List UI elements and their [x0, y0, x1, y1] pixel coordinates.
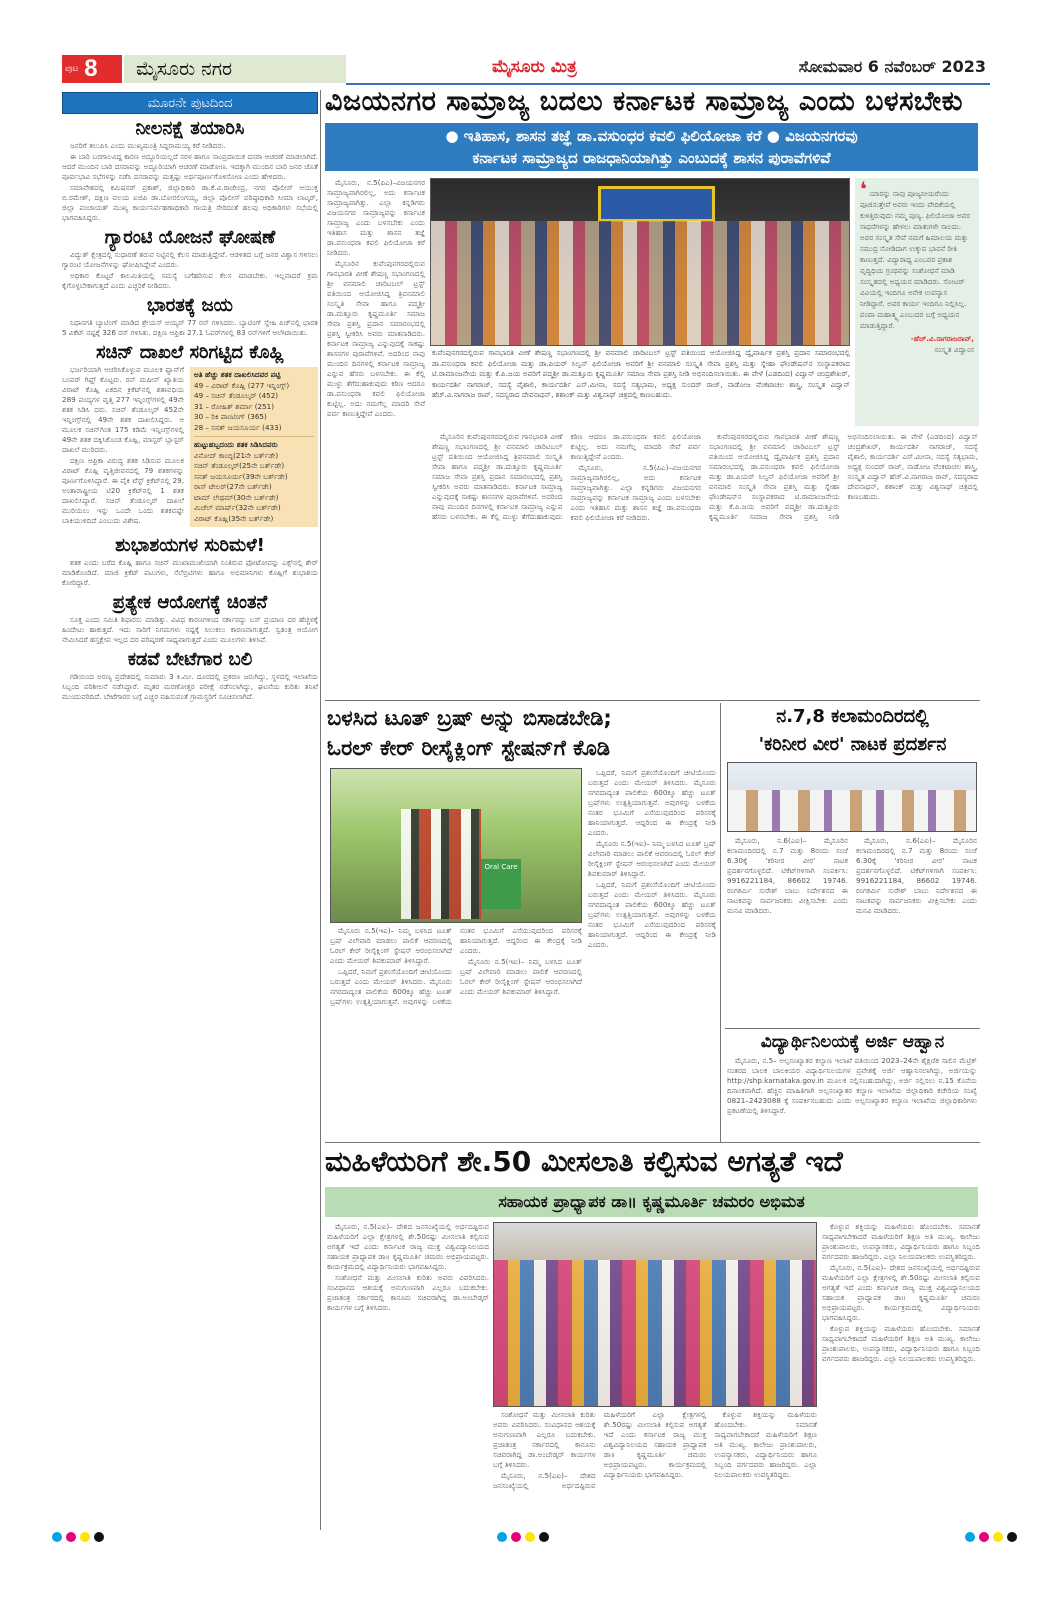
divider	[194, 436, 314, 437]
paragraph: ಮೈಸೂರು ನ.5(ಇಐ)– ನಿಮ್ಮ ಬಳಸಿದ ಟೂತ್ ಬ್ರಷ್ ವಿಲೇವಾರಿ ಮಾಡಲು ಪಾಲಿಕೆ ಆವರಣದಲ್ಲಿ ಓರಲ್ ಕೇರ್ ರೀಸೈಕ್ಲಿಂಗ್ ಸ್ಟೇಷನ್ ಆರಂಭಿಸಲಾಗಿದೆ ಎಂದು ಮೇಯರ್ ಶಿವಕುಮಾರ್ ತಿಳಿಸಿದ್ದಾರೆ.	[588, 839, 716, 878]
magenta-mark-icon	[979, 1532, 989, 1542]
record-box-title: ಅತಿ ಹೆಚ್ಚು ಶತಕ ದಾಖಲಿಸಿದವರ ಪಟ್ಟಿ	[194, 370, 281, 379]
paragraph: ಮೈಸೂರು ನ.5(ಇಐ)– ನಿಮ್ಮ ಬಳಸಿದ ಟೂತ್ ಬ್ರಷ್ ವಿಲೇವಾರಿ ಮಾಡಲು ಪಾಲಿಕೆ ಆವರಣದಲ್ಲಿ ಓರಲ್ ಕೇರ್ ರೀಸೈಕ್ಲಿಂಗ್ ಸ್ಟೇಷನ್ ಆರಂಭಿಸಲಾಗಿದೆ ಎಂದು ಮೇಯರ್ ಶಿವಕುಮಾರ್ ತಿಳಿಸಿದ್ದಾರೆ.	[330, 926, 452, 965]
deck-line: ಕರ್ನಾಟಕ ಸಾಮ್ರಾಜ್ಯದ ರಾಜಧಾನಿಯಾಗಿತ್ತು ಎಂಬುದಕ್ಕೆ ಶಾಸನ ಪುರಾವೆಗಳಿವೆ	[472, 149, 831, 167]
award-ceremony-photo	[430, 178, 850, 346]
masthead-rule	[346, 83, 990, 85]
photo-people	[728, 790, 976, 831]
magenta-mark-icon	[66, 1532, 76, 1542]
photo-people	[431, 221, 849, 346]
women-story-right-text	[822, 1222, 980, 1512]
yellow-mark-icon	[80, 1532, 90, 1542]
story-heading: ಪ್ರತ್ಯೇಕ ಆಯೋಗಕ್ಕೆ ಚಿಂತನೆ	[112, 592, 268, 613]
story-body	[62, 365, 318, 531]
page-label: ಪುಟ	[65, 64, 79, 74]
photo-people	[401, 809, 481, 919]
continued-from-banner: ಮೂರನೇ ಪುಟದಿಂದ	[62, 92, 318, 114]
dateline-paragraph: ಮೈಸೂರು, ನ.5(ಪಿಎ)–ವಿಜಯನಗರ ಸಾಮ್ರಾಜ್ಯವಾಗಿರಲಿಲ್ಲ, ಅದು ಕರ್ನಾಟಕ ಸಾಮ್ರಾಜ್ಯವಾಗಿತ್ತು. ಎಲ್ಲಾ ಕನ್ನಡಿಗರು ವಿಜಯನಗರ ಸಾಮ್ರಾಜ್ಯವನ್ನು ಕರ್ನಾಟಕ ಸಾಮ್ರಾಜ್ಯ ಎಂದು ಬಳಸಬೇಕು ಎಂದು ಇತಿಹಾಸ ಮತ್ತು ಶಾಸನ ತಜ್ಞೆ ಡಾ.ವಸುಂಧರಾ ಕವಲಿ ಫಿಲಿಯೋಜಾ ಕರೆ ನೀಡಿದರು.	[327, 178, 425, 257]
paragraph: ಅಧಿಕಾರ ಕೊಟ್ಟರೆ ಕಾಲಮಿತಿಯಲ್ಲಿ ಸಮಸ್ಯೆ ಬಗೆಹರಿಸುವ ಕೆಲಸ ಮಾಡಬೇಕು. ಇಲ್ಲವಾದರೆ ಕ್ರಮ ಕೈಗೊಳ್ಳಬೇಕಾಗುತ್ತದೆ ಎಂದು ಎಚ್ಚರಿಕೆ ನೀಡಿದರು.	[62, 271, 318, 290]
photo-people	[494, 1260, 816, 1406]
paragraph: ನಿಧಾನಗತಿ ಬ್ಯಾಟಿಂಗ್ ಮಾಡಿದ ಶ್ರೇಯಸ್ ಅಯ್ಯರ್ 77 ರನ್ ಗಳಿಸಿದರು. ಬ್ಯಾಟಿಂಗ್ ಸ್ನೇಹಿ ಪಿಚ್‌ನಲ್ಲಿ ಭಾರತ 5 ವಿಕೆಟ್ ನಷ್ಟಕ್ಕೆ 326 ರನ್ ಗಳಿಸಿತು. ದಕ್ಷಿಣ ಆಫ್ರಿಕಾ 27.1 ಓವರ್‌ಗಳಲ್ಲಿ 83 ರನ್‌ಗಳಿಗೆ ಆಲೌಟಾಯಿತು.	[62, 318, 318, 337]
magenta-mark-icon	[511, 1532, 521, 1542]
press-meet-photo	[727, 762, 977, 832]
pull-quote-box	[855, 178, 979, 426]
record-entry: 49 – ಸಚಿನ್ ತೆಂಡೂಲ್ಕರ್ (452)	[194, 391, 279, 400]
paragraph: ಮೈಸೂರಿನ ಕುವೆಂಪುನಗರದಲ್ಲಿರುವ ಗಾನಭಾರತಿ ವೀಣೆ ಶೇಷಣ್ಣ ಸಭಾಂಗಣದಲ್ಲಿ ಶ್ರೀ ವನಮಾಲಿ ಚಾರಿಟಬಲ್ ಟ್ರಸ್ಟ್ ವತಿಯಿಂದ ಆಯೋಜಿಸಿದ್ದ ತ್ರಿವನಮಾಲಿ ಸಂಸ್ಕೃತಿ ಸೇವಾ ಹಾಗೂ ಪದ್ಮಶ್ರೀ ಡಾ.ಮತ್ತೂರು ಕೃಷ್ಣಮೂರ್ತಿ ಸಮಾಜ ಸೇವಾ ಪ್ರಶಸ್ತಿ ಪ್ರದಾನ ಸಮಾರಂಭದಲ್ಲಿ ಪ್ರಶಸ್ತಿ ಸ್ವೀಕರಿಸಿ ಅವರು ಮಾತನಾಡಿದರು. ಕರ್ನಾಟಕ ಸಾಮ್ರಾಜ್ಯ ಎನ್ನುವುದಕ್ಕೆ ಸಾಕಷ್ಟು ಶಾಸನಗಳ ಪುರಾವೆಗಳಿವೆ. ಅದರಿಂದ ನಾವು ಮುಂದಿನ ದಿನಗಳಲ್ಲಿ ಕರ್ನಾಟಕ ಸಾಮ್ರಾಜ್ಯ ಎನ್ನುವ ಹೆಸರು ಬಳಸಬೇಕು. ಈ ಕೆಲ್ಲಿ ಮುಳ್ಳು ತೆಗೆದುಹಾಕುವುದು ಕಠಿಣ ಆದರೂ ಡಾ.ವಸುಂಧರಾ ಕವಲಿ ಫಿಲಿಯೋಜಾ ಕುಟ್ಟಿಲ್ಲ. ಅದು ನಮಗೆಲ್ಲ ಮಾದರಿ ಸೇವೆ ಪರ್ವ ಕಾಣುತ್ತಿದ್ದೇವೆ ಎಂದರು.	[327, 259, 425, 418]
section-rule	[725, 1028, 980, 1029]
column-divider	[720, 703, 721, 1143]
quote-text: ಯಾರನ್ನು ನಾವು ಪೂಜ್ಯನೀಯರೆಂದು ಪೂಜಿಸುತ್ತೇವೆ ಅವರು ಇಂದು ವೇದಿಕೆಯಲ್ಲಿ ಕುಳಿತ್ತಿರುವುದು ನಮ್ಮ ಪುಣ್ಯ. ಫಿಲಿಯೋಜಾ ಅವರ ಸಾಧನೆಗಳನ್ನು ಹೇಳಲು ಮಾತುಗಳೇ ಸಾಲದು. ಅವರ ಸಂಸ್ಕೃತ ಸೇವೆ ನಮಗೆ ಹಿಮಾಲಯ ಮತ್ತು ಸಮುದ್ರ ನೋಡಿದಾಗ ಉಕ್ಕುವ ಭಾವನೆ ರೀತಿ ಕಾಣುತ್ತದೆ. ವಿದ್ಯಾರಾಧ್ಯ ಎಂಬವರ ಪ್ರಕಾಶ ವೃದ್ಧಿಧಿಯ ಗ್ರಂಥವನ್ನು ಸಂಶೋಧನೆ ಮಾಡಿ ಸಂಸ್ಕೃತದಲ್ಲಿ ಅಧ್ಯಯನ ಮಾಡಿದರು. ಸೋಟರ್ ವಿವಿಯಲ್ಲಿ ಇಂದಿಗೂ ಅನೇಕ ಉಪನ್ಯಾಸ ನೀಡಿದ್ದಾರೆ. ಅವರ ಕಾರ್ಯ ಇಂದಿಗೂ ನಿಲ್ಲಿಸಿಲ್ಲ. ಪಂಪಾ ಮಹಾತ್ಮ್ಯ ಎಂಬುದರ ಬಗ್ಗೆ ಅಧ್ಯಯನ ಮಾಡುತ್ತಿದ್ದಾರೆ.	[860, 189, 971, 330]
paragraph: ಶತಕ ಎಂದು ಬರೆದ ಕೊಹ್ಲಿ ಹಾಗೂ ಸಚಿನ್ ಮುಖಾಮುಖಿಯಾಗಿ ನಿಂತಿರುವ ಫೋಟೋವನ್ನು ಎಕ್ಸ್‌ನಲ್ಲಿ ಶೇರ್ ಮಾಡಿಕೊಂಡಿದೆ. ಮಾಜಿ ಕ್ರಿಕೆಟ್ ಪಟುಗಳು, ಸೆಲೆಬ್ರಿಟಿಗಳು ಹಾಗೂ ಅಭಿಮಾನಿಗಳು ಕೊಹ್ಲಿಗೆ ಶುಭಾಶಯ ಕೋರಿದ್ದಾರೆ.	[62, 558, 318, 587]
paragraph: ಮೈಸೂರು, ನ.5(ಎಐ)– ದೇಶದ ಜನಸಂಖ್ಯೆಯಲ್ಲಿ ಅರ್ಧದಷ್ಟಿರುವ ಮಹಿಳೆಯರಿಗೆ ಎಲ್ಲಾ ಕ್ಷೇತ್ರಗಳಲ್ಲಿ ಶೇ.50ರಷ್ಟು ಮೀಸಲಾತಿ ಕಲ್ಪಿಸುವ ಅಗತ್ಯತೆ ಇದೆ ಎಂದು ಕರ್ನಾಟಕ ರಾಜ್ಯ ಮುಕ್ತ ವಿಶ್ವವಿದ್ಯಾನಿಲಯದ ಸಹಾಯಕ ಪ್ರಾಧ್ಯಾಪಕ ಡಾ॥ ಕೃಷ್ಣಮೂರ್ತಿ ಚಮರಂ ಅಭಿಪ್ರಾಯಪಟ್ಟರು. ಕಾರ್ಯಕ್ರಮದಲ್ಲಿ ವಿದ್ಯಾರ್ಥಿನಿಯರು ಭಾಗವಹಿಸಿದ್ದರು.	[822, 1263, 980, 1322]
toothbrush-body	[330, 926, 582, 1138]
paragraph: ವಿದ್ಯುತ್ ಕ್ಷೇತ್ರದಲ್ಲಿ ಸುಧಾರಣೆ ತರುವ ನಿಟ್ಟಿನಲ್ಲಿ ಕೆಲಸ ಮಾಡುತ್ತಿದ್ದೇವೆ. ಆಡಳಿತದ ಬಗ್ಗೆ ಜನರ ವಿಶ್ವಾಸ ಗಳಿಸಲು ಗ್ಯಾರಂಟಿ ಯೋಜನೆಗಳನ್ನು ಘೋಷಿಸಿದ್ದೇವೆ ಎಂದರು.	[62, 250, 318, 269]
stage-banner	[598, 186, 715, 223]
toothbrush-side-text	[588, 768, 716, 1138]
column-divider	[320, 90, 321, 1530]
left-column	[62, 92, 318, 1532]
black-mark-icon	[1007, 1532, 1017, 1542]
paragraph: ಭರ್ಜರಿಯಾಗಿ ಆಚರಿಸಿಕೊಳ್ಳುವ ಮೂಲಕ ಫ್ಯಾನ್‌ಗೆ ಬಂಪರ್ ಗಿಫ್ಟ್ ಕೊಟ್ಟರು. ರನ್ ಮಷೀನ್ ಖ್ಯಾತಿಯ ವಿರಾಟ್ ಕೊಹ್ಲಿ ಏಕದಿನ ಕ್ರಿಕೆಟ್‌ನಲ್ಲಿ ಶತಾವಧಿಯ 289 ಪಂದ್ಯಗಳ ವೃತ್ತಿ 277 ಇನ್ನಿಂಗ್ಸ್‌ಗಳಲ್ಲಿ 49ನೇ ಶತಕ ಸಿಡಿಸಿ ದರು. ಸಚಿನ್ ತೆಂಡೂಲ್ಕರ್ 452ನೇ ಇನ್ನಿಂಗ್ಸ್‌ನಲ್ಲಿ 49ನೇ ಶತಕ ದಾಖಲಿಸಿದ್ದರು. ಆ ಮೂಲಕ ಸಚಿನ್‌ಗಿಂತ 175 ಕಡಿಮೆ ಇನ್ನಿಂಗ್ಸ್‌ಗಳಲ್ಲಿ 49ನೇ ಶತಕ ದಕ್ಕಿಸಿಕೊಂಡ ಕೊಹ್ಲಿ, ಮಾಸ್ಟರ್ ಬ್ಲಾಸ್ಟರ್ ದಾಖಲೆ ಮುರಿದರು.	[62, 365, 184, 454]
registration-marks-center	[497, 1532, 549, 1542]
record-entry: 28 – ಸನತ್ ಜಯಸೂರ್ಯ (433)	[194, 422, 282, 432]
deck-line: ● ಇತಿಹಾಸ, ಶಾಸನ ತಜ್ಞೆ ಡಾ.ವಸುಂಧರ ಕವಲಿ ಫಿಲಿಯೋಜಾ ಕರೆ ● ವಿಜಯನಗರವು	[445, 127, 858, 145]
paragraph: ಕೊಳ್ಳುವ ಶಕ್ತಿಯನ್ನು ಮಹಿಳೆಯರು ಹೊಂದಬೇಕು. ಸಮಾನತೆ ಸಾಧ್ಯವಾಗಬೇಕಾದರೆ ಮಹಿಳೆಯರಿಗೆ ಶಿಕ್ಷಣ ಅತಿ ಮುಖ್ಯ. ಕಾಲೇಜು ಪ್ರಾಂಶುಪಾಲರು, ಉಪನ್ಯಾಸಕರು, ವಿದ್ಯಾರ್ಥಿನಿಯರು ಹಾಗೂ ಸಿಬ್ಬಂದಿ ವರ್ಗದವರು ಹಾಜರಿದ್ದರು. ಎಲ್ಲಾ ನಿಲಯಪಾಲಕರು ಉಪಸ್ಥಿತರಿದ್ದರು.	[822, 1222, 980, 1261]
paragraph: ಕುವೆಂಪುನಗರದಲ್ಲಿರುವ ಗಾನಭಾರತಿ ವೀಣೆ ಶೇಷಣ್ಣ ಸಭಾಂಗಣದಲ್ಲಿ ಶ್ರೀ ವನಮಾಲಿ ಚಾರಿಟಬಲ್ ಟ್ರಸ್ಟ್ ವತಿಯಿಂದ ಆಯೋಜಿಸಿದ್ದ ದ್ವೈವಾರ್ಷಿಕ ಪ್ರಶಸ್ತಿ ಪ್ರದಾನ ಸಮಾರಂಭದಲ್ಲಿ ಡಾ.ವಸುಂಧರಾ ಕವಲಿ ಫಿಲಿಯೋಜಾ ಮತ್ತು ಡಾ.ಪಿಯರ್ ಸಿಲ್ವನ್ ಫಿಲಿಯೋಜಾ ಅವರಿಗೆ ಶ್ರೀ ವನಮಾಲಿ ಸಂಸ್ಕೃತಿ ಸೇವಾ ಪ್ರಶಸ್ತಿ ಮತ್ತು ಸ್ನೇಹಾ ಫೌಂಡೇಷನ್‌ನ ಸಂಸ್ಥಾಪಕರಾದ ಟಿ.ರಾಮಾಂಜನೇಯ ಮತ್ತು ಕೆ.ಪಿ.ಜಯ ಅವರಿಗೆ ಪದ್ಮಶ್ರೀ ಡಾ.ಮತ್ತೂರು ಕೃಷ್ಣಮೂರ್ತಿ ಸಮಾಜ ಸೇವಾ ಪ್ರಶಸ್ತಿ ನೀಡಿ ಅಭಿನಂದಿಸಲಾಯಿತು. ಈ ವೇಳೆ (ಎಡದಿಂದ) ವಿದ್ವಾನ್ ಚಂದ್ರಶೇಖರ್, ಕಾರ್ಯದರ್ಶಿ ನಾಗರಾಜ್, ಸದಸ್ಯೆ ವೈಶಾಲಿ, ಕಾರ್ಯದರ್ಶಿ ಎಸ್.ಮೀನಾ, ಸದಸ್ಯೆ ಸತ್ಯಭಾಮ, ಅಧ್ಯಕ್ಷ ಸುಂದರ್ ರಾಜ್, ನಾಡೋಜ ವೆಂಕಟಾಚಲ ಶಾಸ್ತ್ರಿ, ಸಂಸ್ಕೃತ ವಿದ್ವಾನ್ ಹೆಚ್.ವಿ.ನಾಗರಾಜ ರಾವ್, ಸದಸ್ಯರಾದ ದೇವನಾಥನ್, ಶಶಾಂಕ್ ಮತ್ತು ವಿಶ್ವನಾಥ್ ಚಿತ್ರದಲ್ಲಿ ಕಾಣಬಹುದು.	[709, 432, 978, 521]
paragraph: ಮೈಸೂರು, ನ.5(ಪಿಎ)–ವಿಜಯನಗರ ಸಾಮ್ರಾಜ್ಯವಾಗಿರಲಿಲ್ಲ, ಅದು ಕರ್ನಾಟಕ ಸಾಮ್ರಾಜ್ಯವಾಗಿತ್ತು. ಎಲ್ಲಾ ಕನ್ನಡಿಗರು ವಿಜಯನಗರ ಸಾಮ್ರಾಜ್ಯವನ್ನು ಕರ್ನಾಟಕ ಸಾಮ್ರಾಜ್ಯ ಎಂದು ಬಳಸಬೇಕು ಎಂದು ಇತಿಹಾಸ ಮತ್ತು ಶಾಸನ ತಜ್ಞೆ ಡಾ.ವಸುಂಧರಾ ಕವಲಿ ಫಿಲಿಯೋಜಾ ಕರೆ ನೀಡಿದರು.	[570, 463, 701, 522]
story-heading: ಶುಭಾಶಯಗಳ ಸುರಿಮಳೆ!	[115, 535, 265, 556]
birthday-entry: ಸಚಿನ್ ತೆಂಡೂಲ್ಕರ್(25ನೇ ಬರ್ತ್‌ಡೇ)	[194, 461, 285, 470]
story-heading: ಭಾರತಕ್ಕೆ ಜಯ	[147, 295, 233, 316]
paragraph: ಸಂಶೋಧನೆ ಮತ್ತು ಮೀಸಲಾತಿ ಕುರಿತು ಅವರು ವಿವರಿಸಿದರು. ಸಂವಿಧಾನದ ಆಶಯಕ್ಕೆ ಅನುಗುಣವಾಗಿ ಎಲ್ಲರೂ ಬದುಕಬೇಕು. ಪ್ರಜಾತಂತ್ರ ಸರ್ಕಾರದಲ್ಲಿ ಕಾನೂನು ಸಚಿವರಾಗಿದ್ದ ಡಾ.ಅಂಬೇಡ್ಕರ್ ಕಾರ್ಯಗಳ ಬಗ್ಗೆ ತಿಳಿಸಿದರು.	[493, 1410, 596, 1469]
birthday-entry: ವಿನೋದ್ ಕಾಂಬ್ಳಿ(21ನೇ ಬರ್ತ್‌ಡೇ)	[194, 450, 279, 460]
story-body	[62, 615, 318, 645]
section-rule	[325, 700, 980, 701]
headline-line: 'ಕರಿನೀರ ವೀರ' ನಾಟಕ ಪ್ರದರ್ಶನ	[758, 734, 947, 755]
lead-body-continued	[432, 432, 978, 697]
headline-line: ಬಳಸಿದ ಟೂತ್ ಬ್ರಷ್ ಅನ್ನು ಬಿಸಾಡಬೇಡಿ;	[327, 706, 612, 730]
paragraph: ಮೈಸೂರಿನ ಕುವೆಂಪುನಗರದಲ್ಲಿರುವ ಗಾನಭಾರತಿ ವೀಣೆ ಶೇಷಣ್ಣ ಸಭಾಂಗಣದಲ್ಲಿ ಶ್ರೀ ವನಮಾಲಿ ಚಾರಿಟಬಲ್ ಟ್ರಸ್ಟ್ ವತಿಯಿಂದ ಆಯೋಜಿಸಿದ್ದ ತ್ರಿವನಮಾಲಿ ಸಂಸ್ಕೃತಿ ಸೇವಾ ಹಾಗೂ ಪದ್ಮಶ್ರೀ ಡಾ.ಮತ್ತೂರು ಕೃಷ್ಣಮೂರ್ತಿ ಸಮಾಜ ಸೇವಾ ಪ್ರಶಸ್ತಿ ಪ್ರದಾನ ಸಮಾರಂಭದಲ್ಲಿ ಪ್ರಶಸ್ತಿ ಸ್ವೀಕರಿಸಿ ಅವರು ಮಾತನಾಡಿದರು. ಕರ್ನಾಟಕ ಸಾಮ್ರಾಜ್ಯ ಎನ್ನುವುದಕ್ಕೆ ಸಾಕಷ್ಟು ಶಾಸನಗಳ ಪುರಾವೆಗಳಿವೆ. ಅದರಿಂದ ನಾವು ಮುಂದಿನ ದಿನಗಳಲ್ಲಿ ಕರ್ನಾಟಕ ಸಾಮ್ರಾಜ್ಯ ಎನ್ನುವ ಹೆಸರು ಬಳಸಬೇಕು. ಈ ಕೆಲ್ಲಿ ಮುಳ್ಳು ತೆಗೆದುಹಾಕುವುದು ಕಠಿಣ ಆದರೂ ಡಾ.ವಸುಂಧರಾ ಕವಲಿ ಫಿಲಿಯೋಜಾ ಕುಟ್ಟಿಲ್ಲ. ಅದು ನಮಗೆಲ್ಲ ಮಾದರಿ ಸೇವೆ ಪರ್ವ ಕಾಣುತ್ತಿದ್ದೇವೆ ಎಂದರು.	[432, 432, 701, 521]
paragraph: ಮೈಸೂರು, ನ.6(ಎಐ)– ಮೈಸೂರಿನ ಕಲಾಮಂದಿರದಲ್ಲಿ ನ.7 ಮತ್ತು 8ರಂದು ಸಂಜೆ 6.30ಕ್ಕೆ 'ಕರಿನೀರ ವೀರ' ನಾಟಕ ಪ್ರದರ್ಶನಗೊಳ್ಳಲಿದೆ. ಟಿಕೆಟ್‌ಗಳಿಗಾಗಿ ಸಂಪರ್ಕಿಸಿ: 9916221184, 86602 19746. ರಂಗಕರ್ಮಿ ಸುರೇಶ್ ಬಾಬು ನಿರ್ದೇಶನದ ಈ ನಾಟಕವನ್ನು ಸಾರ್ವಜನಿಕರು ವೀಕ್ಷಿಸಬೇಕು ಎಂದು ಮನವಿ ಮಾಡಿದರು.	[856, 836, 977, 915]
black-mark-icon	[539, 1532, 549, 1542]
story-body	[62, 558, 318, 588]
registration-marks-left	[52, 1532, 104, 1542]
paragraph: ಸೂಕ್ತ ಎಂದು ಸಮಿತಿ ಶಿಫಾರಸು ಮಾಡಿತ್ತು. ವಿವಿಧ ಕಾರಣಗಳಿಂದ ಸರ್ಕಾರದ್ದು ಬಸ್ ಪ್ರಯಾಣ ದರ ಹೆಚ್ಚಳಕ್ಕೆ ಹಿಂದೇಟು ಹಾಕುತ್ತದೆ. ಇದು ಸಾರಿಗೆ ನಿಗಮಗಳು ನಷ್ಟಕ್ಕೆ ಸಿಲುಕಲು ಕಾರಣವಾಗುತ್ತದೆ. ಸ್ವತಂತ್ರ ಆಯೋಗ ನೇಮಿಸಿದರೆ ಹಸ್ತಕ್ಷೇಪ ಇಲ್ಲದ ದರ ಪರಿಷ್ಕರಣೆ ಸಾಧ್ಯವಾಗುತ್ತದೆ ಎಂದು ಮೂಲಗಳು ತಿಳಿಸಿವೆ.	[62, 615, 318, 644]
birthday-entry: ಸನತ್ ಜಯಸೂರ್ಯ(39ನೇ ಬರ್ತ್‌ಡೇ)	[194, 471, 288, 481]
quote-author-role: ಸಂಸ್ಕೃತ ವಿದ್ವಾಂಸ	[934, 345, 974, 354]
paragraph: ಜನರಿಗೆ ತಲುಪಿಸಿ ಎಂದು ಮುಖ್ಯಮಂತ್ರಿ ಸಿದ್ದರಾಮಯ್ಯ ಕರೆ ನೀಡಿದರು.	[70, 141, 226, 150]
recycling-bin: Oral Care	[481, 859, 521, 909]
lead-headline: ವಿಜಯನಗರ ಸಾಮ್ರಾಜ್ಯ ಬದಲು ಕರ್ನಾಟಕ ಸಾಮ್ರಾಜ್ಯ ಎಂದು ಬಳಸಬೇಕು	[325, 86, 963, 117]
toothbrush-story-headline	[327, 703, 717, 763]
birthday-entry: ಟಾಮ್ ಲೇಥಮ್(30ನೇ ಬರ್ತ್‌ಡೇ)	[194, 492, 279, 502]
quote-author: -ಹೆಚ್.ವಿ.ನಾಗರಾಜರಾವ್,	[910, 334, 974, 343]
story-body	[62, 141, 318, 223]
paragraph: ಮೈಸೂರು, ನ.5– ಅಲ್ಪಸಂಖ್ಯಾತರ ಕಲ್ಯಾಣ ಇಲಾಖೆ ವತಿಯಿಂದ 2023–24ನೇ ಶೈಕ್ಷಣಿಕ ಸಾಲಿನ ಮೆಟ್ರಿಕ್ ನಂತರದ ಬಾಲಕ ಬಾಲಕಿಯರ ವಿದ್ಯಾರ್ಥಿನಿಲಯಗಳ ಪ್ರವೇಶಕ್ಕೆ ಅರ್ಜಿ ಆಹ್ವಾನಿಸಲಾಗಿದ್ದು, ಅರ್ಜಿಯನ್ನು http://shp.karnataka.gov.in ಮೂಲಕ ಸಲ್ಲಿಸಬಹುದಾಗಿದ್ದು, ಅರ್ಜಿ ಸಲ್ಲಿಸಲು ನ.15 ಕೊನೆಯ ದಿನಾಂಕವಾಗಿದೆ. ಹೆಚ್ಚಿನ ಮಾಹಿತಿಗಾಗಿ ಅಲ್ಪಸಂಖ್ಯಾತರ ಕಲ್ಯಾಣ ಇಲಾಖೆಯ ಜಿಲ್ಲಾಧಿಕಾರಿ ಕಚೇರಿಯ ಸಂಖ್ಯೆ 0821–2423088 ಕ್ಕೆ ಸಂಪರ್ಕಿಸಬಹುದು ಎಂದು ಅಲ್ಪಸಂಖ್ಯಾತರ ಕಲ್ಯಾಣ ಇಲಾಖೆಯ ಜಿಲ್ಲಾಧಿಕಾರಿಗಳು ಪ್ರಕಟಣೆಯಲ್ಲಿ ತಿಳಿಸಿದ್ದಾರೆ.	[727, 1056, 977, 1115]
issue-date: ಸೋಮವಾರ 6 ನವೆಂಬರ್ 2023	[798, 57, 986, 76]
cyan-mark-icon	[965, 1532, 975, 1542]
registration-marks-right	[965, 1532, 1017, 1542]
masthead	[62, 55, 990, 85]
hostel-body	[727, 1056, 977, 1140]
birthday-entry: ರಾಸ್ ಟೇಲರ್(27ನೇ ಬರ್ತ್‌ಡೇ)	[194, 482, 272, 491]
women-story-mid-text	[493, 1410, 817, 1512]
story-body	[62, 672, 318, 702]
headline-line: ಓರಲ್ ಕೇರ್ ರೀಸೈಕ್ಲಿಂಗ್ ಸ್ಟೇಷನ್‌ಗೆ ಕೊಡಿ	[327, 736, 611, 760]
drama-story-headline	[725, 703, 980, 759]
page-number: 8	[84, 55, 98, 82]
paragraph: ಕೊಳ್ಳುವ ಶಕ್ತಿಯನ್ನು ಮಹಿಳೆಯರು ಹೊಂದಬೇಕು. ಸಮಾನತೆ ಸಾಧ್ಯವಾಗಬೇಕಾದರೆ ಮಹಿಳೆಯರಿಗೆ ಶಿಕ್ಷಣ ಅತಿ ಮುಖ್ಯ. ಕಾಲೇಜು ಪ್ರಾಂಶುಪಾಲರು, ಉಪನ್ಯಾಸಕರು, ವಿದ್ಯಾರ್ಥಿನಿಯರು ಹಾಗೂ ಸಿಬ್ಬಂದಿ ವರ್ಗದವರು ಹಾಜರಿದ್ದರು. ಎಲ್ಲಾ ನಿಲಯಪಾಲಕರು ಉಪಸ್ಥಿತರಿದ್ದರು.	[714, 1410, 817, 1479]
record-entry: 49 – ವಿರಾಟ್ ಕೊಹ್ಲಿ (277 ಇನ್ನಿಂಗ್ಸ್)	[194, 380, 290, 390]
paragraph: ಈ ಬಾರಿ ಬರಗಾಲವಿದ್ದ ಕಾರಣ ಅದ್ದೂರಿಯಲ್ಲದೆ ಸರಳ ಹಾಗೂ ಸಾಂಪ್ರದಾಯಿಕ ದಸರಾ ಆಚರಣೆ ಮಾಡಲಾಗಿದೆ. ಆದರೆ ಮುಂದಿನ ಬಾರಿ ದಸರಾವನ್ನು ಅದ್ದೂರಿಯಾಗಿ ಆಚರಣೆ ಮಾಡೋಣ. ಇದಕ್ಕಾಗಿ ಮುಂದಿನ ಬಾರಿ ಜನರ ಜೊತೆ ಪೂರ್ವಭಾವಿ ಸಭೆಗಳನ್ನು ನಡೆಸಿ ದಸರಾವನ್ನು ಮತ್ತಷ್ಟು ಅರ್ಥಪೂರ್ಣಗೊಳಿಸೋಣ ಎಂದು ಹೇಳಿದರು.	[62, 152, 318, 181]
paragraph: ಒಪ್ಪಿದರೆ, ನಿಮಗೆ ಪ್ರಶಂಸೆಯೊಂದಿಗೆ ಚೀಟಿಯೊಂದು ಬರುತ್ತದೆ ಎಂದು ಮೇಯರ್ ತಿಳಿಸಿದರು. ಮೈಸೂರು ನಗರದಾದ್ಯಂತ ಪಾಲಿಕೆಯ 600ಕ್ಕೂ ಹೆಚ್ಚು ಟೂತ್ ಬ್ರಷ್‌ಗಳು ಉತ್ಪತ್ತಿಯಾಗುತ್ತವೆ. ಅವುಗಳನ್ನು ಬಳಕೆಯ ನಂತರ ಭೂಮಿಗೆ ಎಸೆಯುವುದರಿಂದ ಪರಿಸರಕ್ಕೆ ಹಾನಿಯಾಗುತ್ತದೆ. ಆದ್ದರಿಂದ ಈ ಕೇಂದ್ರಕ್ಕೆ ನೀಡಿ ಎಂದರು.	[588, 768, 716, 837]
section-rule	[325, 1142, 980, 1143]
birthday-box-title: ಹುಟ್ಟುಹಬ್ಬದಂದು ಶತಕ ಸಿಡಿಸಿದವರು	[194, 440, 278, 449]
paragraph: ಮೈಸೂರು, ನ.5(ಎಐ)– ದೇಶದ ಜನಸಂಖ್ಯೆಯಲ್ಲಿ ಅರ್ಧದಷ್ಟಿರುವ ಮಹಿಳೆಯರಿಗೆ ಎಲ್ಲಾ ಕ್ಷೇತ್ರಗಳಲ್ಲಿ ಶೇ.50ರಷ್ಟು ಮೀಸಲಾತಿ ಕಲ್ಪಿಸುವ ಅಗತ್ಯತೆ ಇದೆ ಎಂದು ಕರ್ನಾಟಕ ರಾಜ್ಯ ಮುಕ್ತ ವಿಶ್ವವಿದ್ಯಾನಿಲಯದ ಸಹಾಯಕ ಪ್ರಾಧ್ಯಾಪಕ ಡಾ॥ ಕೃಷ್ಣಮೂರ್ತಿ ಚಮರಂ ಅಭಿಪ್ರಾಯಪಟ್ಟರು. ಕಾರ್ಯಕ್ರಮದಲ್ಲಿ ವಿದ್ಯಾರ್ಥಿನಿಯರು ಭಾಗವಹಿಸಿದ್ದರು.	[493, 1410, 707, 1490]
centuries-record-box	[190, 367, 318, 527]
yellow-mark-icon	[993, 1532, 1003, 1542]
story-body	[62, 318, 318, 338]
paragraph: ಗಡಿಯಿಂದ ಅರಣ್ಯ ಪ್ರದೇಶದಲ್ಲಿ ಸುಮಾರು 3 ಕಿ.ಮೀ. ದೂರದಲ್ಲಿ ಪ್ರಕರಣ ಜರುಗಿದ್ದು, ಸ್ಥಳದಲ್ಲಿ ಇಲಾಖೆಯ ಸಿಬ್ಬಂದಿ ಪರಿಶೀಲನೆ ನಡೆಸಿದ್ದಾರೆ. ಮೃತರ ಮರಣೋತ್ತರ ಪರೀಕ್ಷೆ ನಡೆಸಲಾಗಿದ್ದು, ಘಟನೆಯ ಕುರಿತು ತನಿಖೆ ಮುಂದುವರಿದಿದೆ. ಬೇಟೆಗಾರರ ಬಗ್ಗೆ ಎಚ್ಚರ ವಹಿಸುವಂತೆ ಗ್ರಾಮಸ್ಥರಿಗೆ ಸೂಚಿಸಲಾಗಿದೆ.	[62, 672, 318, 701]
cyan-mark-icon	[497, 1532, 507, 1542]
story-heading: ನೀಲನಕ್ಷೆ ತಯಾರಿಸಿ	[135, 118, 245, 139]
story-body	[62, 250, 318, 291]
paragraph: ದಕ್ಷಿಣ ಆಫ್ರಿಕಾ ವಿರುದ್ಧ ಶತಕ ಸಿಡಿಸುವ ಮೂಲಕ ವಿರಾಟ್ ಕೊಹ್ಲಿ ವೃತ್ತಿಜೀವನದಲ್ಲಿ 79 ಶತಕಗಳನ್ನು ಪೂರ್ಣಗೊಳಿಸಿದ್ದಾರೆ. ಈ ಪೈಕಿ ಟೆಸ್ಟ್ ಕ್ರಿಕೆಟ್‌ನಲ್ಲಿ 29, ಅಂತಾರಾಷ್ಟ್ರೀಯ ಟಿ20 ಕ್ರಿಕೆಟ್‌ನಲ್ಲಿ 1 ಶತಕ ದಾಖಲಿಸಿದ್ದಾರೆ. ಸಚಿನ್ ತೆಂಡೂಲ್ಕರ್ ದಾಖಲೆ ಮುರಿಯಲು ಇನ್ನು ಒಂದೇ ಒಂದು ಶತಕವಷ್ಟೇ ಬಾಕಿಯುಳಿದಿದೆ ಎಂಬುದು ವಿಶೇಷ.	[62, 456, 184, 525]
photo-caption: ಕುವೆಂಪುನಗರದಲ್ಲಿರುವ ಗಾನಭಾರತಿ ವೀಣೆ ಶೇಷಣ್ಣ ಸಭಾಂಗಣದಲ್ಲಿ ಶ್ರೀ ವನಮಾಲಿ ಚಾರಿಟಬಲ್ ಟ್ರಸ್ಟ್ ವತಿಯಿಂದ ಆಯೋಜಿಸಿದ್ದ ದ್ವೈವಾರ್ಷಿಕ ಪ್ರಶಸ್ತಿ ಪ್ರದಾನ ಸಮಾರಂಭದಲ್ಲಿ ಡಾ.ವಸುಂಧರಾ ಕವಲಿ ಫಿಲಿಯೋಜಾ ಮತ್ತು ಡಾ.ಪಿಯರ್ ಸಿಲ್ವನ್ ಫಿಲಿಯೋಜಾ ಅವರಿಗೆ ಶ್ರೀ ವನಮಾಲಿ ಸಂಸ್ಕೃತಿ ಸೇವಾ ಪ್ರಶಸ್ತಿ ಮತ್ತು ಸ್ನೇಹಾ ಫೌಂಡೇಷನ್‌ನ ಸಂಸ್ಥಾಪಕರಾದ ಟಿ.ರಾಮಾಂಜನೇಯ ಮತ್ತು ಕೆ.ಪಿ.ಜಯ ಅವರಿಗೆ ಪದ್ಮಶ್ರೀ ಡಾ.ಮತ್ತೂರು ಕೃಷ್ಣಮೂರ್ತಿ ಸಮಾಜ ಸೇವಾ ಪ್ರಶಸ್ತಿ ನೀಡಿ ಅಭಿನಂದಿಸಲಾಯಿತು. ಈ ವೇಳೆ (ಎಡದಿಂದ) ವಿದ್ವಾನ್ ಚಂದ್ರಶೇಖರ್, ಕಾರ್ಯದರ್ಶಿ ನಾಗರಾಜ್, ಸದಸ್ಯೆ ವೈಶಾಲಿ, ಕಾರ್ಯದರ್ಶಿ ಎಸ್.ಮೀನಾ, ಸದಸ್ಯೆ ಸತ್ಯಭಾಮ, ಅಧ್ಯಕ್ಷ ಸುಂದರ್ ರಾಜ್, ನಾಡೋಜ ವೆಂಕಟಾಚಲ ಶಾಸ್ತ್ರಿ, ಸಂಸ್ಕೃತ ವಿದ್ವಾನ್ ಹೆಚ್.ವಿ.ನಾಗರಾಜ ರಾವ್, ಸದಸ್ಯರಾದ ದೇವನಾಥನ್, ಶಶಾಂಕ್ ಮತ್ತು ವಿಶ್ವನಾಥ್ ಚಿತ್ರದಲ್ಲಿ ಕಾಣಬಹುದು.	[432, 348, 850, 399]
page-number-badge	[62, 55, 122, 83]
story-heading: ಸಚಿನ್ ದಾಖಲೆ ಸರಿಗಟ್ಟಿದ ಕೊಹ್ಲಿ	[95, 342, 285, 363]
record-entry: 31 – ರೋಹಿತ್ ಶರ್ಮಾ (251)	[194, 401, 275, 411]
paper-logo: ಮೈಸೂರು ಮಿತ್ರ	[492, 57, 577, 77]
paragraph: ಮೈಸೂರು, ನ.6(ಎಐ)– ಮೈಸೂರಿನ ಕಲಾಮಂದಿರದಲ್ಲಿ ನ.7 ಮತ್ತು 8ರಂದು ಸಂಜೆ 6.30ಕ್ಕೆ 'ಕರಿನೀರ ವೀರ' ನಾಟಕ ಪ್ರದರ್ಶನಗೊಳ್ಳಲಿದೆ. ಟಿಕೆಟ್‌ಗಳಿಗಾಗಿ ಸಂಪರ್ಕಿಸಿ: 9916221184, 86602 19746. ರಂಗಕರ್ಮಿ ಸುರೇಶ್ ಬಾಬು ನಿರ್ದೇಶನದ ಈ ನಾಟಕವನ್ನು ಸಾರ್ವಜನಿಕರು ವೀಕ್ಷಿಸಬೇಕು ಎಂದು ಮನವಿ ಮಾಡಿದರು.	[727, 836, 848, 915]
paragraph: ಕೊಳ್ಳುವ ಶಕ್ತಿಯನ್ನು ಮಹಿಳೆಯರು ಹೊಂದಬೇಕು. ಸಮಾನತೆ ಸಾಧ್ಯವಾಗಬೇಕಾದರೆ ಮಹಿಳೆಯರಿಗೆ ಶಿಕ್ಷಣ ಅತಿ ಮುಖ್ಯ. ಕಾಲೇಜು ಪ್ರಾಂಶುಪಾಲರು, ಉಪನ್ಯಾಸಕರು, ವಿದ್ಯಾರ್ಥಿನಿಯರು ಹಾಗೂ ಸಿಬ್ಬಂದಿ ವರ್ಗದವರು ಹಾಜರಿದ್ದರು. ಎಲ್ಲಾ ನಿಲಯಪಾಲಕರು ಉಪಸ್ಥಿತರಿದ್ದರು.	[822, 1324, 980, 1363]
lead-body-col-1	[327, 178, 425, 698]
women-story-headline: ಮಹಿಳೆಯರಿಗೆ ಶೇ.50 ಮೀಸಲಾತಿ ಕಲ್ಪಿಸುವ ಅಗತ್ಯತೆ ಇದೆ	[325, 1145, 843, 1178]
women-story-left-text	[327, 1222, 489, 1512]
women-story-deck: ಸಹಾಯಕ ಪ್ರಾಧ್ಯಾಪಕ ಡಾ॥ ಕೃಷ್ಣಮೂರ್ತಿ ಚಮರಂ ಅಭಿಮತ	[325, 1187, 978, 1217]
drama-body	[727, 836, 977, 1026]
paragraph: ಸಂಶೋಧನೆ ಮತ್ತು ಮೀಸಲಾತಿ ಕುರಿತು ಅವರು ವಿವರಿಸಿದರು. ಸಂವಿಧಾನದ ಆಶಯಕ್ಕೆ ಅನುಗುಣವಾಗಿ ಎಲ್ಲರೂ ಬದುಕಬೇಕು. ಪ್ರಜಾತಂತ್ರ ಸರ್ಕಾರದಲ್ಲಿ ಕಾನೂನು ಸಚಿವರಾಗಿದ್ದ ಡಾ.ಅಂಬೇಡ್ಕರ್ ಕಾರ್ಯಗಳ ಬಗ್ಗೆ ತಿಳಿಸಿದರು.	[327, 1273, 489, 1312]
story-heading: ಕಡವೆ ಬೇಟೆಗಾರ ಬಲಿ	[127, 649, 253, 670]
cyan-mark-icon	[52, 1532, 62, 1542]
paragraph: ಒಪ್ಪಿದರೆ, ನಿಮಗೆ ಪ್ರಶಂಸೆಯೊಂದಿಗೆ ಚೀಟಿಯೊಂದು ಬರುತ್ತದೆ ಎಂದು ಮೇಯರ್ ತಿಳಿಸಿದರು. ಮೈಸೂರು ನಗರದಾದ್ಯಂತ ಪಾಲಿಕೆಯ 600ಕ್ಕೂ ಹೆಚ್ಚು ಟೂತ್ ಬ್ರಷ್‌ಗಳು ಉತ್ಪತ್ತಿಯಾಗುತ್ತವೆ. ಅವುಗಳನ್ನು ಬಳಕೆಯ ನಂತರ ಭೂಮಿಗೆ ಎಸೆಯುವುದರಿಂದ ಪರಿಸರಕ್ಕೆ ಹಾನಿಯಾಗುತ್ತದೆ. ಆದ್ದರಿಂದ ಈ ಕೇಂದ್ರಕ್ಕೆ ನೀಡಿ ಎಂದರು.	[330, 926, 582, 1006]
section-name: ಮೈಸೂರು ನಗರ	[124, 55, 346, 83]
women-event-photo	[493, 1222, 817, 1407]
yellow-mark-icon	[525, 1532, 535, 1542]
birthday-entry: ಮಿಚೆಲ್ ಮಾರ್ಷ್(32ನೇ ಬರ್ತ್‌ಡೇ)	[194, 503, 281, 512]
lead-deck	[325, 123, 978, 171]
paragraph: ಮೈಸೂರು ನ.5(ಇಐ)– ನಿಮ್ಮ ಬಳಸಿದ ಟೂತ್ ಬ್ರಷ್ ವಿಲೇವಾರಿ ಮಾಡಲು ಪಾಲಿಕೆ ಆವರಣದಲ್ಲಿ ಓರಲ್ ಕೇರ್ ರೀಸೈಕ್ಲಿಂಗ್ ಸ್ಟೇಷನ್ ಆರಂಭಿಸಲಾಗಿದೆ ಎಂದು ಮೇಯರ್ ಶಿವಕುಮಾರ್ ತಿಳಿಸಿದ್ದಾರೆ.	[460, 957, 582, 996]
headline-line: ನ.7,8 ಕಲಾಮಂದಿರದಲ್ಲಿ	[776, 706, 929, 727]
story-heading: ಗ್ಯಾರಂಟಿ ಯೋಜನೆ ಘೋಷಣೆ	[104, 227, 276, 248]
black-mark-icon	[94, 1532, 104, 1542]
birthday-entry: ವಿರಾಟ್ ಕೊಹ್ಲಿ(35ನೇ ಬರ್ತ್‌ಡೇ)	[194, 513, 274, 523]
recycling-station-photo	[330, 768, 582, 923]
paragraph: ಸಮಾವೇಶದಲ್ಲಿ ಕಮಿಷನರ್ ಪ್ರಕಾಶ್, ಜಿಲ್ಲಾಧಿಕಾರಿ ಡಾ.ಕೆ.ವಿ.ರಾಜೇಂದ್ರ, ನಗರ ಪೊಲೀಸ್ ಆಯುಕ್ತ ಬಿ.ರಮೇಶ್, ದಕ್ಷಿಣ ವಲಯ ಐಜಿಪಿ ಡಾ.ಬೋರಲಿಂಗಯ್ಯ, ಜಿಲ್ಲಾ ಪೊಲೀಸ್ ವರಿಷ್ಠಾಧಿಕಾರಿ ಸೀಮಾ ಲಾಟ್ಕರ್, ಜಿಲ್ಲಾ ಪಂಚಾಯತ್ ಮುಖ್ಯ ಕಾರ್ಯನಿರ್ವಹಣಾಧಿಕಾರಿ ಗಾಯತ್ರಿ ಸೇರಿದಂತೆ ಹಲವು ಅಧಿಕಾರಿಗಳು ಸಭೆಯಲ್ಲಿ ಭಾಗವಹಿಸಿದ್ದರು.	[62, 183, 318, 222]
record-entry: 30 – ರಿಕಿ ಪಾಂಟಿಂಗ್ (365)	[194, 412, 267, 421]
paragraph: ಮೈಸೂರು, ನ.5(ಎಐ)– ದೇಶದ ಜನಸಂಖ್ಯೆಯಲ್ಲಿ ಅರ್ಧದಷ್ಟಿರುವ ಮಹಿಳೆಯರಿಗೆ ಎಲ್ಲಾ ಕ್ಷೇತ್ರಗಳಲ್ಲಿ ಶೇ.50ರಷ್ಟು ಮೀಸಲಾತಿ ಕಲ್ಪಿಸುವ ಅಗತ್ಯತೆ ಇದೆ ಎಂದು ಕರ್ನಾಟಕ ರಾಜ್ಯ ಮುಕ್ತ ವಿಶ್ವವಿದ್ಯಾನಿಲಯದ ಸಹಾಯಕ ಪ್ರಾಧ್ಯಾಪಕ ಡಾ॥ ಕೃಷ್ಣಮೂರ್ತಿ ಚಮರಂ ಅಭಿಪ್ರಾಯಪಟ್ಟರು. ಕಾರ್ಯಕ್ರಮದಲ್ಲಿ ವಿದ್ಯಾರ್ಥಿನಿಯರು ಭಾಗವಹಿಸಿದ್ದರು.	[327, 1222, 489, 1271]
hostel-headline: ವಿದ್ಯಾರ್ಥಿನಿಲಯಕ್ಕೆ ಅರ್ಜಿ ಆಹ್ವಾನ	[760, 1032, 945, 1052]
paragraph: ಒಪ್ಪಿದರೆ, ನಿಮಗೆ ಪ್ರಶಂಸೆಯೊಂದಿಗೆ ಚೀಟಿಯೊಂದು ಬರುತ್ತದೆ ಎಂದು ಮೇಯರ್ ತಿಳಿಸಿದರು. ಮೈಸೂರು ನಗರದಾದ್ಯಂತ ಪಾಲಿಕೆಯ 600ಕ್ಕೂ ಹೆಚ್ಚು ಟೂತ್ ಬ್ರಷ್‌ಗಳು ಉತ್ಪತ್ತಿಯಾಗುತ್ತವೆ. ಅವುಗಳನ್ನು ಬಳಕೆಯ ನಂತರ ಭೂಮಿಗೆ ಎಸೆಯುವುದರಿಂದ ಪರಿಸರಕ್ಕೆ ಹಾನಿಯಾಗುತ್ತದೆ. ಆದ್ದರಿಂದ ಈ ಕೇಂದ್ರಕ್ಕೆ ನೀಡಿ ಎಂದರು.	[588, 880, 716, 949]
quote-mark-icon: ❛	[860, 177, 867, 201]
